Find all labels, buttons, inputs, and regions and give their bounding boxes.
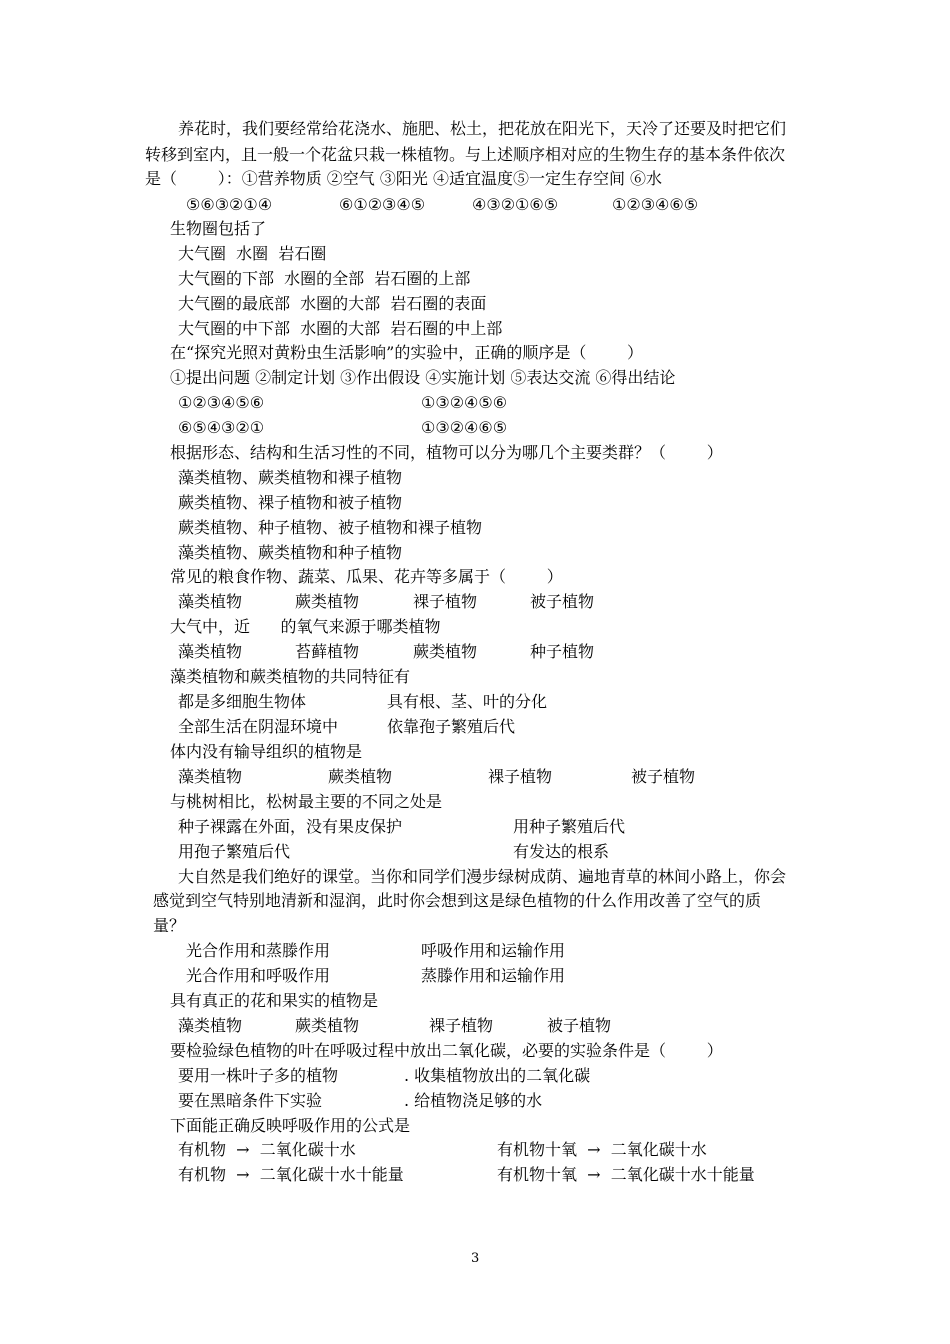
text-line: . 收集植物放出的二氧化碳: [404, 1066, 591, 1085]
text-line: 有发达的根系: [513, 842, 610, 861]
text-line: 量？: [153, 916, 186, 935]
text-line: 感觉到空气特别地清新和湿润，此时你会想到这是绿色植物的什么作用改善了空气的质: [153, 891, 762, 910]
text-line: 被子植物: [631, 767, 696, 786]
text-line: 用孢子繁殖后代: [178, 842, 291, 861]
text-line: 被子植物: [530, 592, 595, 611]
text-line: 被子植物: [547, 1016, 612, 1035]
text-line: 有机物 → 二氧化碳十水: [178, 1140, 356, 1159]
text-line: 大气圈 水圈 岩石圈: [178, 244, 327, 263]
text-line: 苔藓植物: [295, 642, 360, 661]
text-line: 裸子植物: [413, 592, 478, 611]
text-line: ①③②④⑥⑤: [421, 418, 508, 437]
text-line: 大自然是我们绝好的课堂。当你和同学们漫步绿树成荫、遍地青草的林间小路上，你会: [178, 867, 787, 886]
text-line: ①②③④⑥⑤: [612, 195, 699, 214]
text-line: 藻类植物: [178, 592, 243, 611]
text-line: 都是多细胞生物体: [178, 692, 307, 711]
text-line: 有机物十氧 → 二氧化碳十水十能量: [497, 1165, 755, 1184]
text-line: 种子植物: [530, 642, 595, 661]
text-line: 光合作用和呼吸作用: [186, 966, 331, 985]
text-line: 蕨类植物: [328, 767, 393, 786]
text-line: 蕨类植物: [413, 642, 478, 661]
text-line: 与桃树相比，松树最主要的不同之处是: [170, 792, 443, 811]
text-line: 在“探究光照对黄粉虫生活影响”的实验中，正确的顺序是（ ）: [170, 343, 644, 362]
text-line: 有机物十氧 → 二氧化碳十水: [497, 1140, 707, 1159]
text-line: ①提出问题 ②制定计划 ③作出假设 ④实施计划 ⑤表达交流 ⑥得出结论: [170, 368, 676, 387]
text-line: 蕨类植物: [295, 1016, 360, 1035]
text-line: 依靠孢子繁殖后代: [387, 717, 516, 736]
text-line: ①②③④⑤⑥: [178, 393, 265, 412]
text-line: 具有根、茎、叶的分化: [387, 692, 548, 711]
text-line: 蕨类植物、种子植物、被子植物和裸子植物: [178, 518, 483, 537]
text-line: 大气中，近 的氧气来源于哪类植物: [170, 617, 441, 636]
text-line: ④③②①⑥⑤: [472, 195, 559, 214]
text-line: 体内没有输导组织的植物是: [170, 742, 363, 761]
text-line: 下面能正确反映呼吸作用的公式是: [170, 1116, 411, 1135]
text-line: 要在黑暗条件下实验: [178, 1091, 323, 1110]
text-line: 藻类植物和蕨类植物的共同特征有: [170, 667, 411, 686]
text-line: 藻类植物、蕨类植物和种子植物: [178, 543, 403, 562]
text-line: 根据形态、结构和生活习性的不同，植物可以分为哪几个主要类群？（ ）: [170, 443, 723, 462]
text-line: 大气圈的下部 水圈的全部 岩石圈的上部: [178, 269, 471, 288]
text-line: 转移到室内，且一般一个花盆只栽一株植物。与上述顺序相对应的生物生存的基本条件依次: [145, 145, 786, 164]
text-line: 具有真正的花和果实的植物是: [170, 991, 379, 1010]
text-line: 裸子植物: [429, 1016, 494, 1035]
text-line: 全部生活在阴湿环境中: [178, 717, 339, 736]
text-line: 用种子繁殖后代: [513, 817, 626, 836]
text-line: 藻类植物: [178, 767, 243, 786]
page-number: 3: [471, 1251, 480, 1266]
text-line: 呼吸作用和运输作用: [421, 941, 566, 960]
text-line: 是（ ）：①营养物质 ②空气 ③阳光 ④适宜温度⑤一定生存空间 ⑥水: [145, 169, 663, 188]
text-line: . 给植物浇足够的水: [404, 1091, 543, 1110]
text-line: 蕨类植物、裸子植物和被子植物: [178, 493, 403, 512]
text-line: ⑥⑤④③②①: [178, 418, 265, 437]
text-line: 大气圈的最底部 水圈的大部 岩石圈的表面: [178, 294, 487, 313]
text-line: ⑤⑥③②①④: [186, 195, 273, 214]
text-line: 有机物 → 二氧化碳十水十能量: [178, 1165, 404, 1184]
text-line: 裸子植物: [488, 767, 553, 786]
text-line: 蒸滕作用和运输作用: [421, 966, 566, 985]
text-line: 大气圈的中下部 水圈的大部 岩石圈的中上部: [178, 319, 503, 338]
text-line: ①③②④⑤⑥: [421, 393, 508, 412]
text-line: 藻类植物: [178, 642, 243, 661]
text-line: ⑥①②③④⑤: [339, 195, 426, 214]
text-line: 藻类植物、蕨类植物和裸子植物: [178, 468, 403, 487]
text-line: 养花时，我们要经常给花浇水、施肥、松土，把花放在阳光下，天冷了还要及时把它们: [178, 119, 787, 138]
text-line: 要用一株叶子多的植物: [178, 1066, 339, 1085]
text-line: 光合作用和蒸滕作用: [186, 941, 331, 960]
text-line: 常见的粮食作物、蔬菜、瓜果、花卉等多属于（ ）: [170, 567, 563, 586]
text-line: 种子裸露在外面，没有果皮保护: [178, 817, 403, 836]
text-line: 藻类植物: [178, 1016, 243, 1035]
text-line: 蕨类植物: [295, 592, 360, 611]
text-line: 要检验绿色植物的叶在呼吸过程中放出二氧化碳，必要的实验条件是（ ）: [170, 1041, 723, 1060]
text-line: 生物圈包括了: [170, 219, 267, 238]
